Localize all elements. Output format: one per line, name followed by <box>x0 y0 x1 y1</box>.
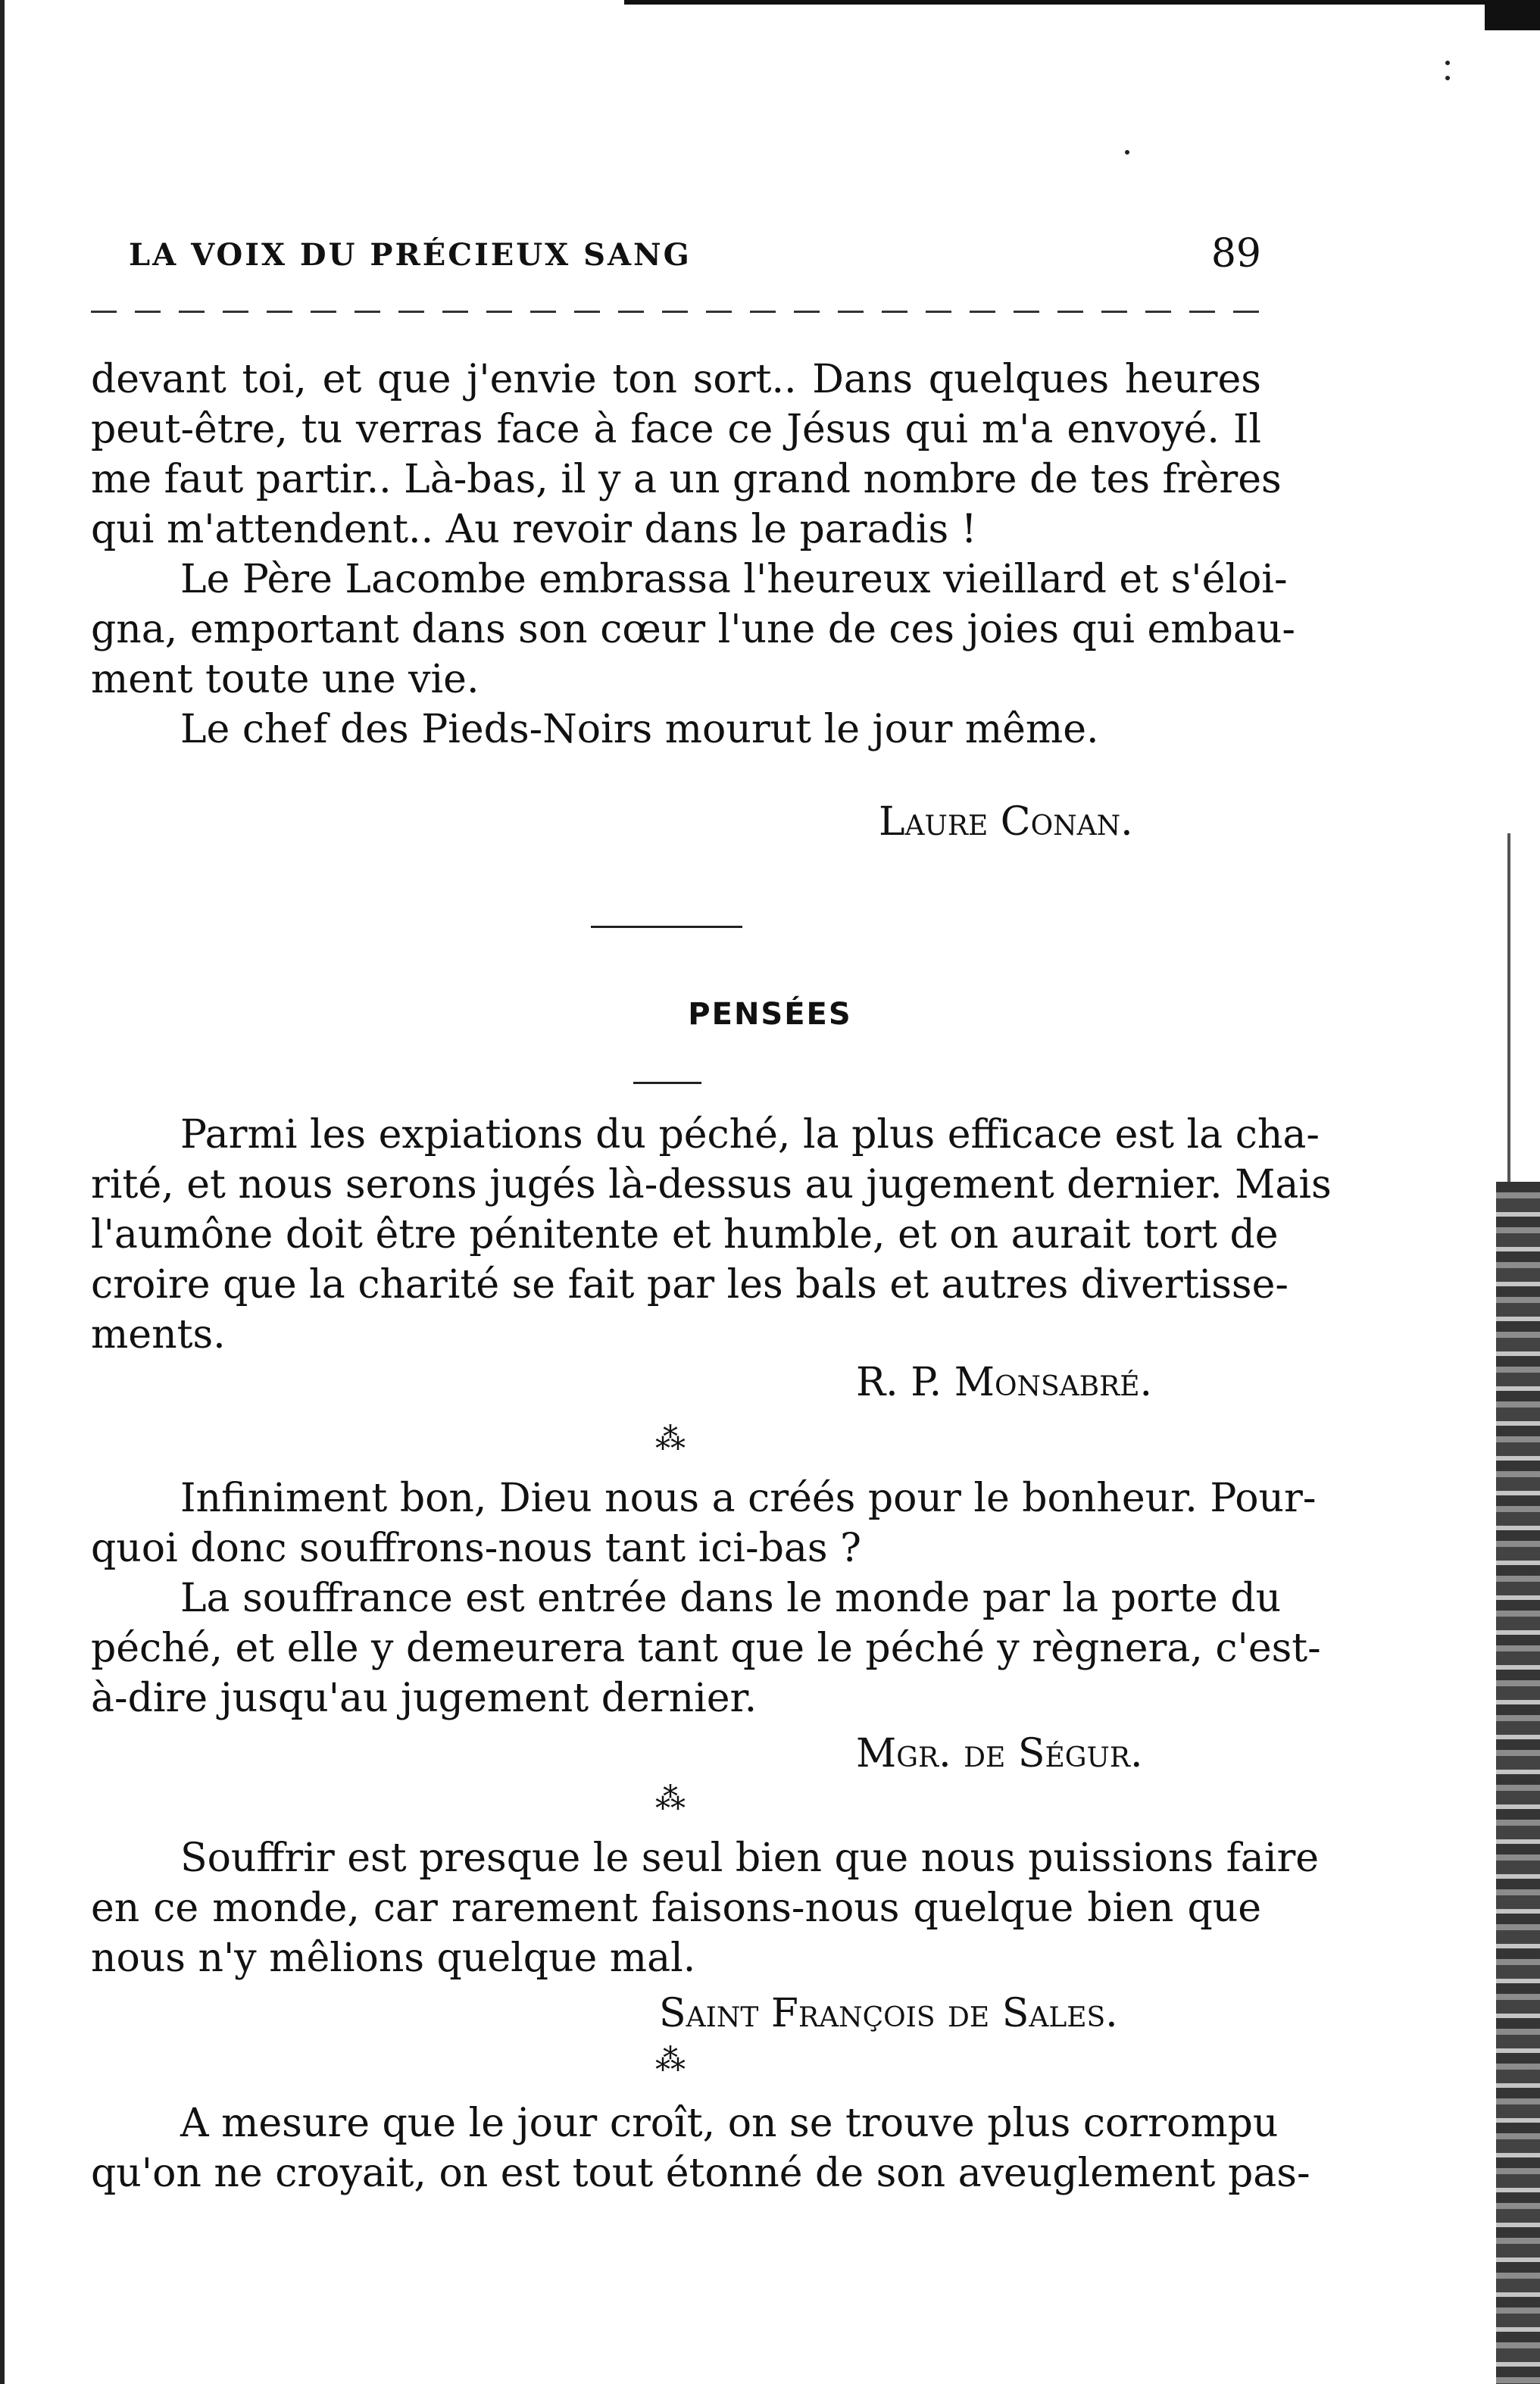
text-line: A mesure que le jour croît, on se trouve plus corrompu <box>180 2101 1279 2146</box>
scan-speck <box>1125 150 1129 155</box>
text-line: me faut partir.. Là-bas, il y a un grand nombre de tes frères <box>91 457 1282 502</box>
header-rule <box>91 311 1261 313</box>
text-line: devant toi, et que j'envie ton sort.. Dans quelques heures <box>91 357 1261 402</box>
text-line: péché, et elle y demeurera tant que le péché y règnera, c'est- <box>91 1626 1321 1671</box>
text-line: l'aumône doit être pénitente et humble, et on aurait tort de <box>91 1212 1279 1258</box>
thought-final <box>91 2098 1310 2198</box>
scan-border-left <box>0 0 5 2384</box>
text-line: Parmi les expiations du péché, la plus efficace est la cha- <box>180 1112 1320 1158</box>
author-signature: Mgr. de Ségur. <box>856 1731 1143 1776</box>
author-signature: Saint François de Sales. <box>659 1991 1118 2036</box>
scan-speck <box>1445 76 1450 80</box>
text-line: Souffrir est presque le seul bien que nous puissions faire <box>180 1836 1320 1881</box>
scan-border-top <box>624 0 1533 5</box>
text-line: en ce monde, car rarement faisons-nous quelque bien que <box>91 1886 1261 1931</box>
text-line: qu'on ne croyait, on est tout étonné de son aveuglement pas- <box>91 2151 1310 2196</box>
page-header <box>129 231 1261 284</box>
section-title: PENSÉES <box>688 997 852 1032</box>
scan-border-corner <box>1485 0 1540 30</box>
author-signature: Laure Conan. <box>879 799 1133 845</box>
text-line: croire que la charité se fait par les bals et autres divertisse- <box>91 1262 1289 1308</box>
text-line: rité, et nous serons jugés là-dessus au jugement dernier. Mais <box>91 1162 1332 1208</box>
text-line: Le chef des Pieds-Noirs mourut le jour même. <box>180 707 1099 752</box>
scan-speck <box>1445 61 1450 65</box>
text-line: qui m'attendent.. Au revoir dans le paradis ! <box>91 507 977 552</box>
text-line: ments. <box>91 1312 226 1358</box>
text-line: nous n'y mêlions quelque mal. <box>91 1936 696 1981</box>
page-number: 89 <box>1210 231 1261 277</box>
story-ending <box>91 355 1295 755</box>
running-title: LA VOIX DU PRÉCIEUX SANG <box>129 237 692 273</box>
text-line: Infiniment bon, Dieu nous a créés pour le bonheur. Pour- <box>180 1476 1317 1521</box>
text-line: gna, emportant dans son cœur l'une de ces joies qui embau- <box>91 607 1295 652</box>
title-underline <box>633 1082 701 1084</box>
asterism: ⁂ <box>655 1782 686 1817</box>
thought-segur <box>91 1473 1321 1723</box>
text-line: La souffrance est entrée dans le monde par la porte du <box>180 1576 1282 1621</box>
asterism: ⁂ <box>655 1422 686 1457</box>
text-line: à-dire jusqu'au jugement dernier. <box>91 1676 758 1721</box>
asterism: ⁂ <box>655 2043 686 2078</box>
section-divider <box>591 926 742 928</box>
scan-border-right <box>1496 1182 1540 2384</box>
thought-francois-de-sales <box>91 1833 1320 1983</box>
text-line: ment toute une vie. <box>91 657 479 702</box>
text-line: quoi donc souffrons-nous tant ici-bas ? <box>91 1526 861 1571</box>
text-line: Le Père Lacombe embrassa l'heureux vieillard et s'éloi- <box>180 557 1288 602</box>
thought-monsabre <box>91 1110 1332 1360</box>
author-signature: R. P. Monsabré. <box>856 1360 1153 1405</box>
text-line: peut-être, tu verras face à face ce Jésus qui m'a envoyé. Il <box>91 407 1261 452</box>
